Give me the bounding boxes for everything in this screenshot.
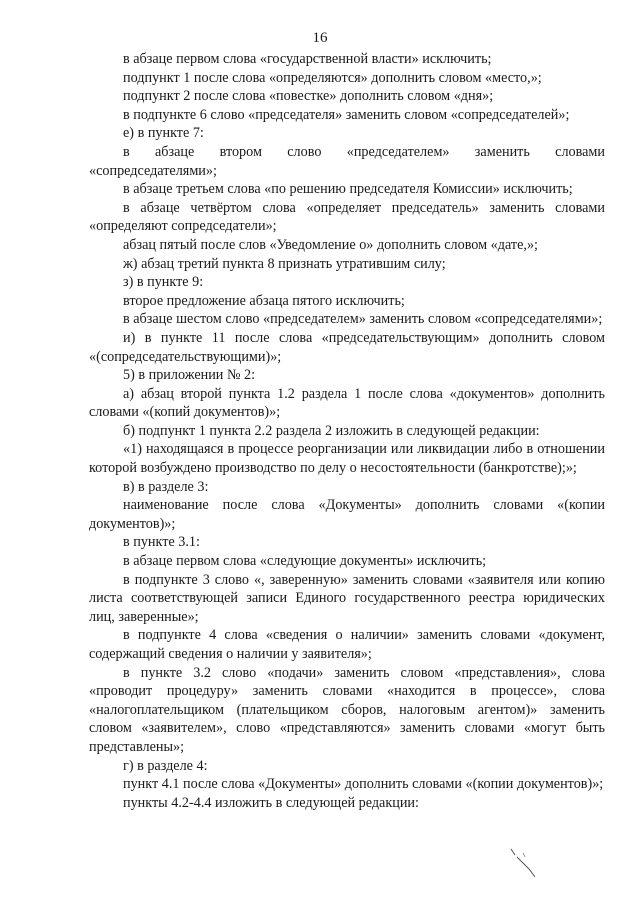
paragraph: в абзаце четвёртом слова «определяет председатель» заменить словами «определяют сопредседатели»; <box>89 199 605 235</box>
paragraph: в пункте 3.2 слово «подачи» заменить словом «представления», слова «проводит процедуру» заменить словами «находится в процессе», слова «налогоплательщиком (плательщиком сборов, налоговым агентом)» заменить словом «заявителем», слово «представляются» заменить словами «могут быть представлены»; <box>89 664 605 755</box>
paragraph: абзац пятый после слов «Уведомление о» дополнить словом «дате,»; <box>123 236 538 253</box>
paragraph: в пункте 3.1: <box>123 534 200 551</box>
paragraph: и) в пункте 11 после слова «председательствующим» дополнить словом «(сопредседательствующими)»; <box>89 329 605 365</box>
paragraph: 5) в приложении № 2: <box>123 367 256 384</box>
paragraph: г) в разделе 4: <box>123 757 208 774</box>
paragraph: в абзаце втором слово «председателем» заменить словами «сопредседателями»; <box>89 143 605 179</box>
paragraph: наименование после слова «Документы» дополнить словами «(копии документов)»; <box>89 497 605 532</box>
paragraph: е) в пункте 7: <box>123 125 204 142</box>
paragraph: подпункт 1 после слова «определяются» дополнить словом «место,»; <box>123 69 542 86</box>
paragraph: второе предложение абзаца пятого исключить; <box>123 292 405 309</box>
paragraph: в абзаце первом слова «государственной власти» исключить; <box>123 51 492 67</box>
paragraph: з) в пункте 9: <box>123 274 204 291</box>
paragraph: в абзаце третьем слова «по решению председателя Комиссии» исключить; <box>123 181 573 198</box>
paragraph: в подпункте 3 слово «, заверенную» заменить словами «заявителя или копию листа соответствующей записи Единого государственного реестра юридических лиц, заверенные»; <box>89 571 605 625</box>
paragraph: пункт 4.1 после слова «Документы» дополнить словами «(копии документов)»; <box>123 776 604 793</box>
page-number: 16 <box>312 30 328 46</box>
paragraph: в подпункте 4 слова «сведения о наличии» заменить словами «документ, содержащий сведения о наличии у заявителя»; <box>89 627 605 662</box>
paragraph: подпункт 2 после слова «повестке» дополнить словом «дня»; <box>123 88 494 105</box>
paragraph: б) подпункт 1 пункта 2.2 раздела 2 изложить в следующей редакции: <box>123 422 540 439</box>
document-body <box>89 50 605 812</box>
paragraph: в абзаце шестом слово «председателем» заменить словом «сопредседателями»; <box>123 311 603 328</box>
paragraph: в абзаце первом слова «следующие документы» исключить; <box>123 553 487 570</box>
paragraph: ж) абзац третий пункта 8 признать утратившим силу; <box>123 255 446 272</box>
paragraph: в) в разделе 3: <box>123 478 209 495</box>
paragraph: в подпункте 6 слово «председателя» заменить словом «сопредседателей»; <box>123 106 570 123</box>
paragraph: а) абзац второй пункта 1.2 раздела 1 после слова «документов» дополнить словами «(копий документов)»; <box>89 385 605 421</box>
paragraph: пункты 4.2-4.4 изложить в следующей редакции: <box>123 794 419 811</box>
pen-mark <box>505 845 545 881</box>
paragraph: «1) находящаяся в процессе реорганизации или ликвидации либо в отношении которой возбуждено производство по делу о несостоятельности (банкротстве);»; <box>89 441 605 477</box>
